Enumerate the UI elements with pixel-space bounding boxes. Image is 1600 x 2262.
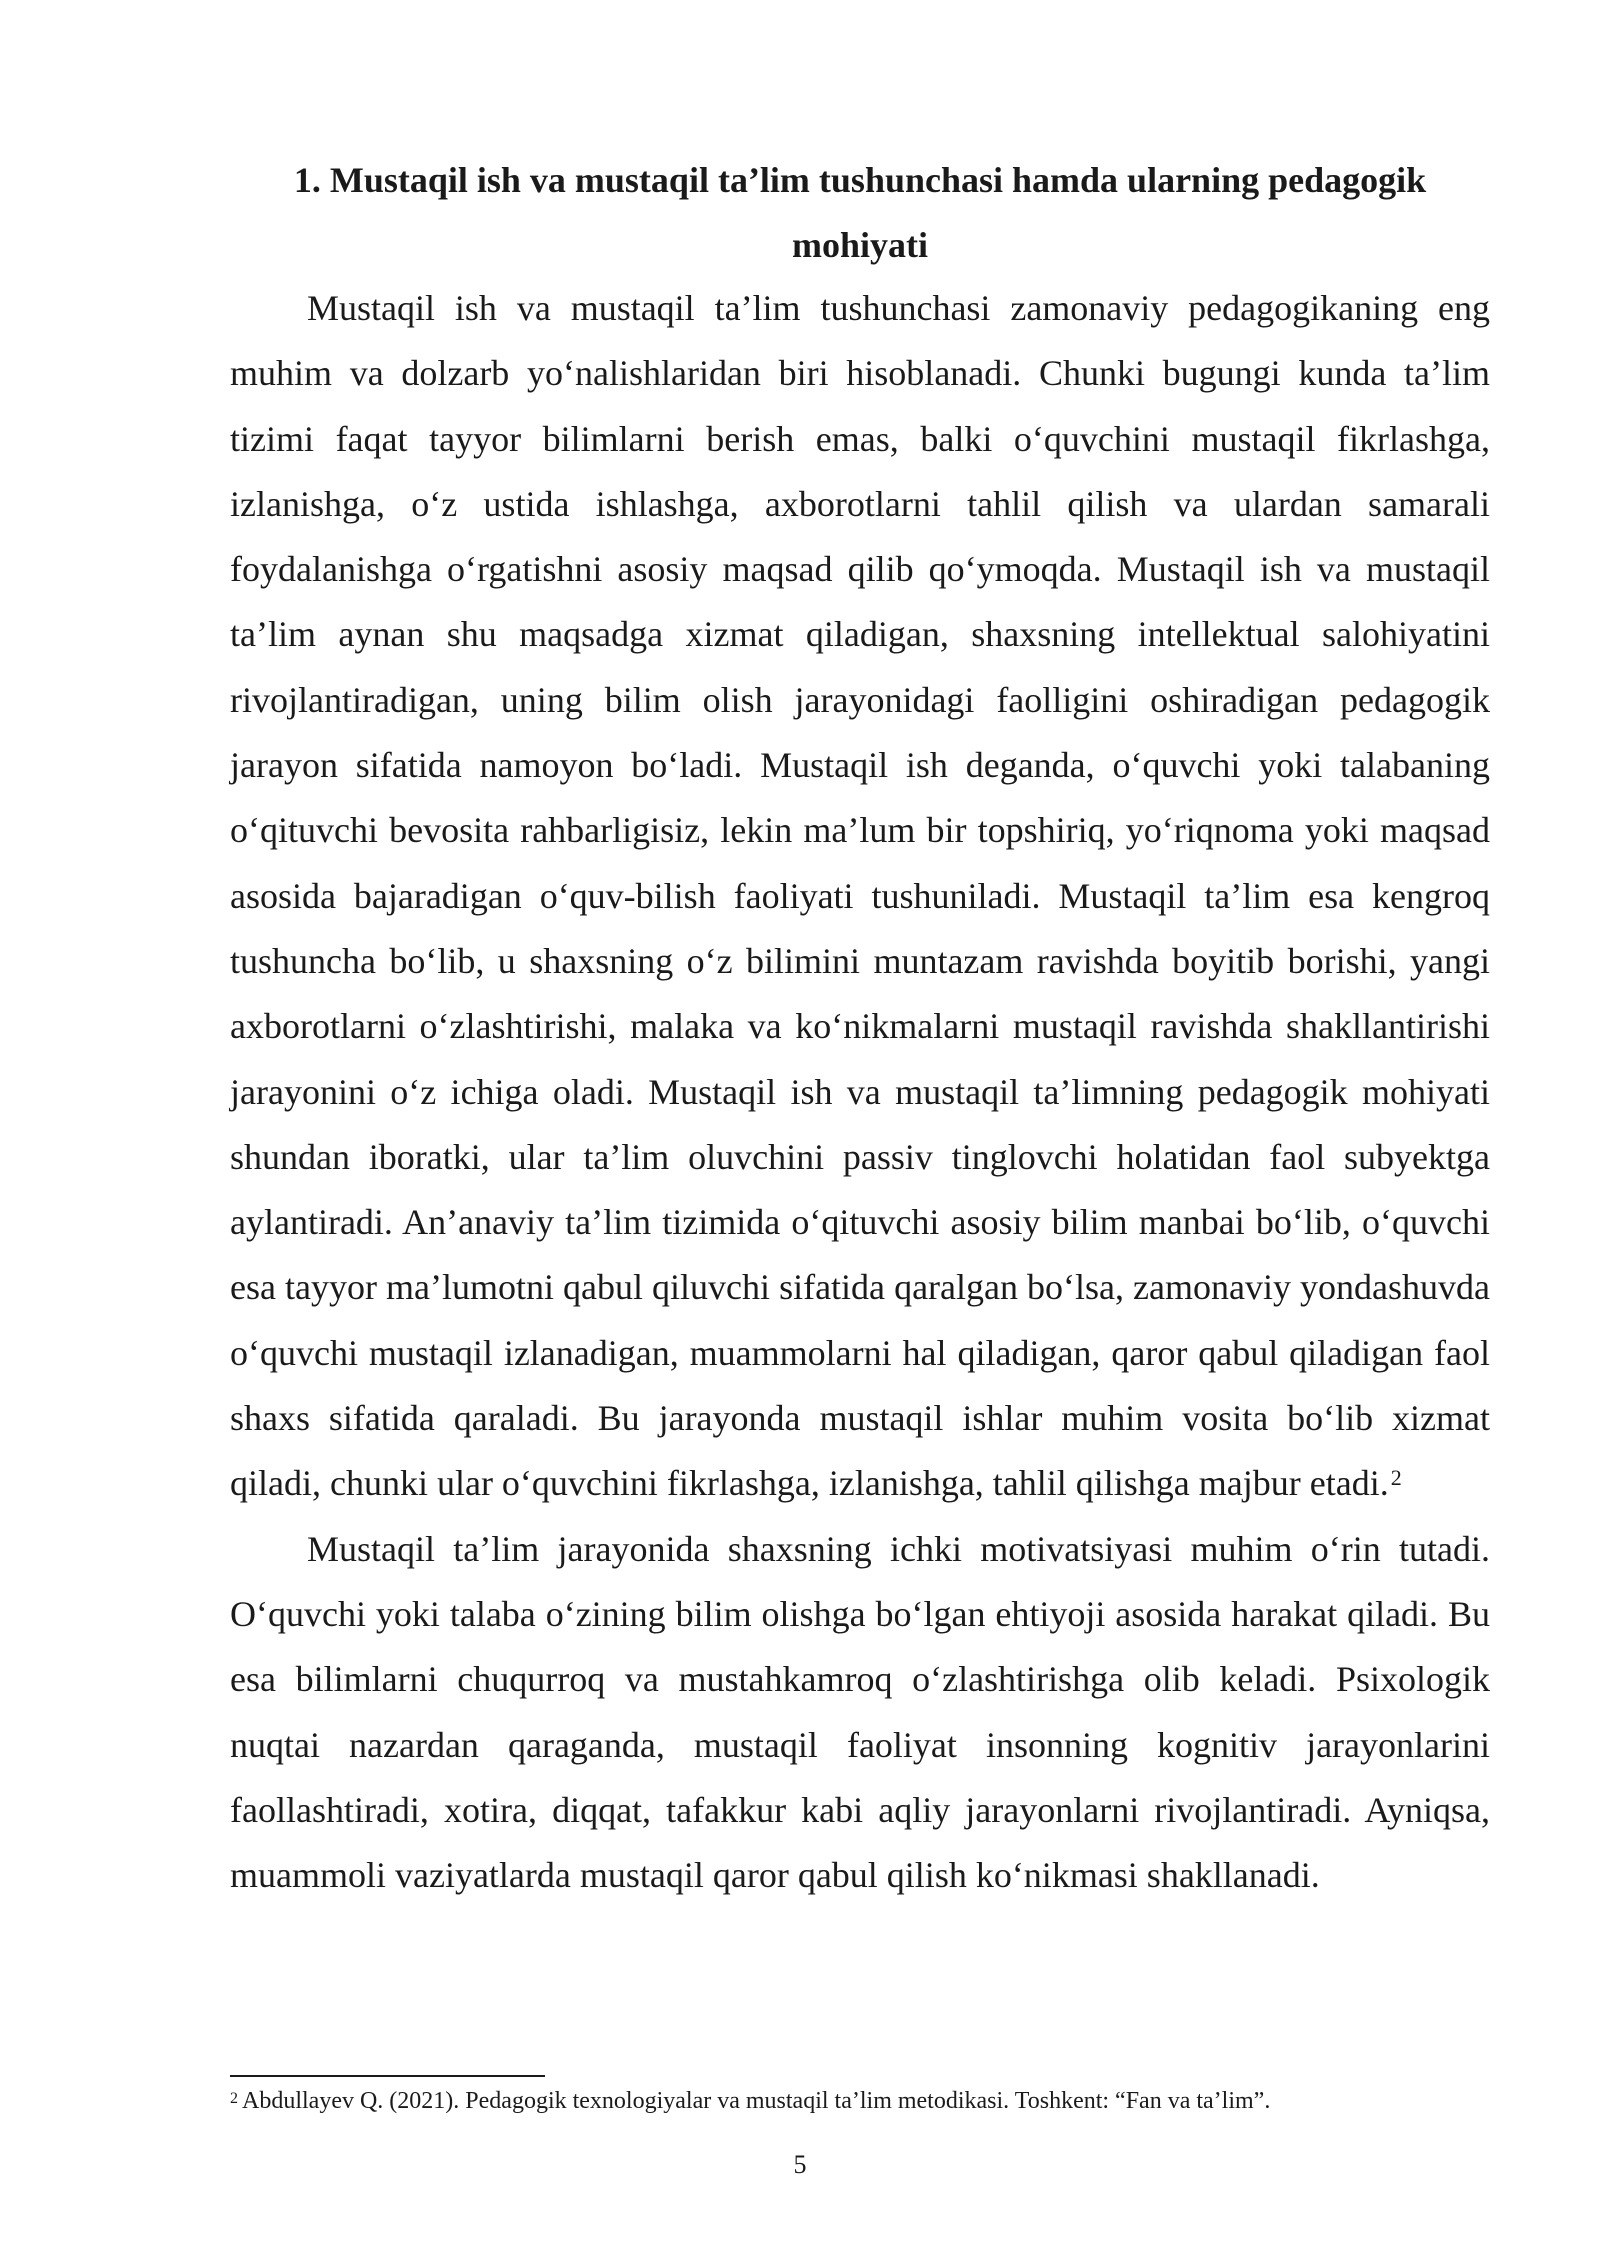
footnote-text: Abdullayev Q. (2021). Pedagogik texnologiyalar va mustaqil ta’lim metodikasi. Toshkent: “Fan va ta’lim”. [242,2088,1271,2114]
section-heading-line-2: mohiyati [791,225,928,265]
footnote-reference[interactable]: 2 [1390,1465,1402,1491]
section-heading [230,148,1490,278]
footnote-separator [230,2075,545,2077]
footnote [230,2083,1490,2119]
paragraph-2 [230,1517,1490,1909]
footnote-number: 2 [230,2090,238,2107]
paragraph-2-text: Mustaqil ta’lim jarayonida shaxsning ichki motivatsiyasi muhim o‘rin tutadi. O‘quvchi yoki talaba o‘zining bilim olishga bo‘lgan ehtiyoji asosida harakat qiladi. Bu esa bilimlarni chuqurroq va mustahkamroq o‘zlashtirishga olib keladi. Psixologik nuqtai nazardan qaraganda, mustaqil faoliyat insonning kognitiv jarayonlarini faollashtiradi, xotira, diqqat, tafakkur kabi aqliy jarayonlarni rivojlantiradi. Ayniqsa, muammoli vaziyatlarda mustaqil qaror qabul qilish ko‘nikmasi shakllanadi. [230,1528,1490,1896]
page-number: 5 [793,2150,807,2179]
section-heading-line-1: 1. Mustaqil ish va mustaqil ta’lim tushunchasi hamda ularning pedagogik [293,160,1427,200]
paragraph-1-text: Mustaqil ish va mustaqil ta’lim tushunchasi zamonaviy pedagogikaning eng muhim va dolzarb yo‘nalishlaridan biri hisoblanadi. Chunki bugungi kunda ta’lim tizimi faqat tayyor bilimlarni berish emas, balki o‘quvchini mustaqil fikrlashga, izlanishga, o‘z ustida ishlashga, axborotlarni tahlil qilish va ulardan samarali foydalanishga o‘rgatishni asosiy maqsad qilib qo‘ymoqda. Mustaqil ish va mustaqil ta’lim aynan shu maqsadga xizmat qiladigan, shaxsning intellektual salohiyatini rivojlantiradigan, uning bilim olish jarayonidagi faolligini oshiradigan pedagogik jarayon sifatida namoyon bo‘ladi. Mustaqil ish deganda, o‘quvchi yoki talabaning o‘qituvchi bevosita rahbarligisiz, lekin ma’lum bir topshiriq, yo‘riqnoma yoki maqsad asosida bajaradigan o‘quv-bilish faoliyati tushuniladi. Mustaqil ta’lim esa kengroq tushuncha bo‘lib, u shaxsning o‘z bilimini muntazam ravishda boyitib borishi, yangi axborotlarni o‘zlashtirishi, malaka va ko‘nikmalarni mustaqil ravishda shakllantirishi jarayonini o‘z ichiga oladi. Mustaqil ish va mustaqil ta’limning pedagogik mohiyati shundan iboratki, ular ta’lim oluvchini passiv tinglovchi holatidan faol subyektga aylantiradi. An’anaviy ta’lim tizimida o‘qituvchi asosiy bilim manbai bo‘lib, o‘quvchi esa tayyor ma’lumotni qabul qiluvchi sifatida qaralgan bo‘lsa, zamonaviy yondashuvda o‘quvchi mustaqil izlanadigan, muammolarni hal qiladigan, qaror qabul qiladigan faol shaxs sifatida qaraladi. Bu jarayonda mustaqil ishlar muhim vosita bo‘lib xizmat qiladi, chunki ular o‘quvchini fikrlashga, izlanishga, tahlil qilishga majbur etadi. [230,288,1490,1504]
paragraph-1 [230,276,1490,1517]
body-text [230,276,1490,1908]
